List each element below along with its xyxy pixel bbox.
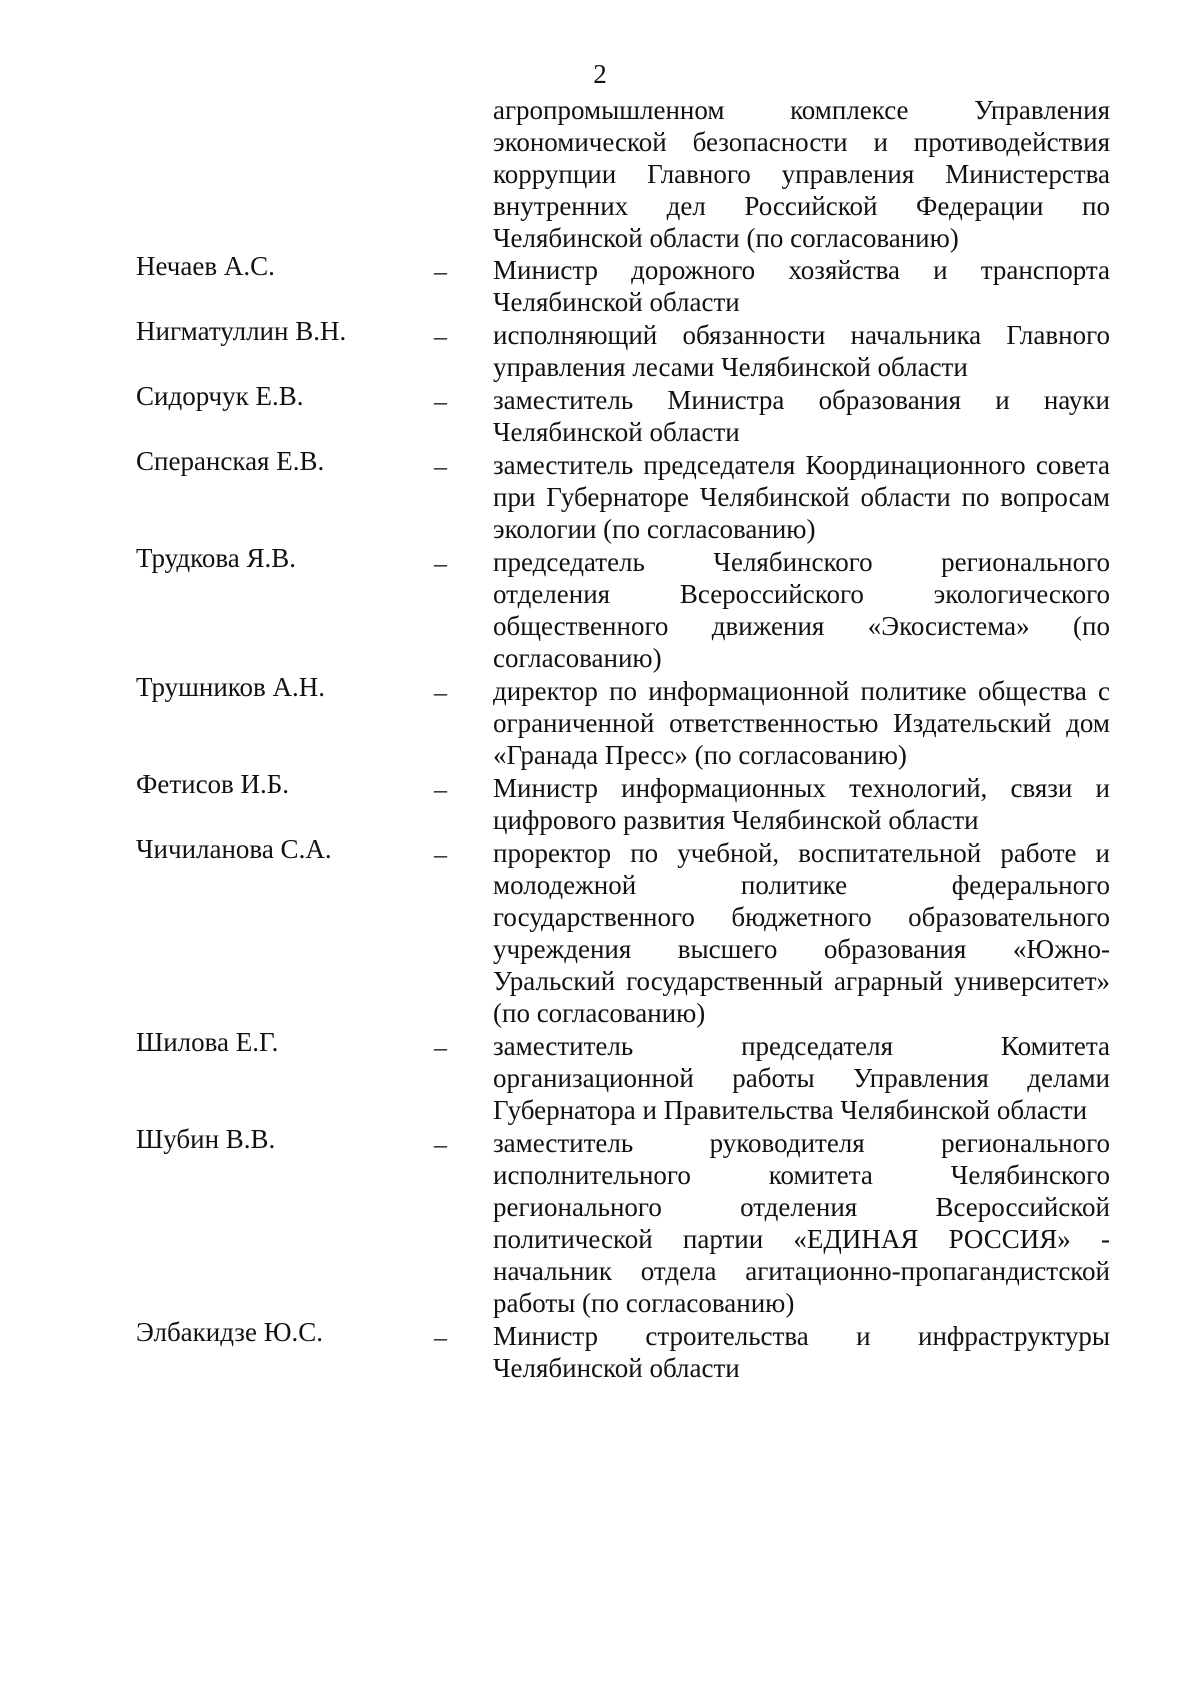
dash-separator: – xyxy=(434,775,447,804)
member-entry xyxy=(0,1027,1200,1126)
member-name: Чичиланова С.А. xyxy=(136,834,332,864)
member-position: заместитель председателя Комитета организационной работы Управления делами Губернатора и Правительства Челябинской области xyxy=(493,1031,1110,1125)
member-position: директор по информационной политике общества с ограниченной ответственностью Издательский дом «Гранада Пресс» (по согласованию) xyxy=(493,676,1110,770)
member-name: Трушников А.Н. xyxy=(136,672,326,702)
previous-entry-continuation: агропромышленном комплексе Управления экономической безопасности и противодействия коррупции Главного управления Министерства внутренних дел Российской Федерации по Челябинской области (по согласованию) xyxy=(493,95,1110,253)
member-position: исполняющий обязанности начальника Главного управления лесами Челябинской области xyxy=(493,320,1110,382)
member-entry xyxy=(0,543,1200,674)
member-name: Фетисов И.Б. xyxy=(136,769,290,799)
member-position: заместитель Министра образования и науки Челябинской области xyxy=(493,385,1110,447)
member-name: Шилова Е.Г. xyxy=(136,1027,279,1057)
member-entry xyxy=(0,381,1200,448)
member-name: Элбакидзе Ю.С. xyxy=(136,1317,323,1347)
dash-separator: – xyxy=(434,387,447,416)
dash-separator: – xyxy=(434,322,447,351)
member-name: Сперанская Е.В. xyxy=(136,446,325,476)
dash-separator: – xyxy=(434,452,447,481)
member-position: Министр строительства и инфраструктуры Челябинской области xyxy=(493,1321,1110,1383)
member-name: Шубин В.В. xyxy=(136,1124,276,1154)
member-name: Нечаев А.С. xyxy=(136,251,275,281)
dash-separator: – xyxy=(434,678,447,707)
dash-separator: – xyxy=(434,840,447,869)
member-position: Министр информационных технологий, связи и цифрового развития Челябинской области xyxy=(493,773,1110,835)
dash-separator: – xyxy=(434,1130,447,1159)
member-name: Трудкова Я.В. xyxy=(136,543,297,573)
dash-separator: – xyxy=(434,549,447,578)
member-entry xyxy=(0,446,1200,545)
member-entry xyxy=(0,834,1200,1029)
member-entry xyxy=(0,769,1200,836)
member-name: Сидорчук Е.В. xyxy=(136,381,304,411)
member-entry xyxy=(0,1317,1200,1384)
member-list xyxy=(0,251,1200,1385)
member-name: Нигматуллин В.Н. xyxy=(136,316,347,346)
member-entry xyxy=(0,316,1200,383)
dash-separator: – xyxy=(434,1033,447,1062)
member-entry xyxy=(0,1124,1200,1319)
dash-separator: – xyxy=(434,1323,447,1352)
page-number: 2 xyxy=(593,59,607,89)
member-entry xyxy=(0,251,1200,318)
member-position: заместитель председателя Координационного совета при Губернаторе Челябинской области по вопросам экологии (по согласованию) xyxy=(493,450,1110,544)
member-position: Министр дорожного хозяйства и транспорта Челябинской области xyxy=(493,255,1110,317)
member-entry xyxy=(0,672,1200,771)
dash-separator: – xyxy=(434,257,447,286)
member-position: заместитель руководителя регионального исполнительного комитета Челябинского регионального отделения Всероссийской политической партии «ЕДИНАЯ РОССИЯ» - начальник отдела агитационно-пропагандистской работы (по согласованию) xyxy=(493,1128,1110,1318)
member-position: проректор по учебной, воспитательной работе и молодежной политике федерального государственного бюджетного образовательного учреждения высшего образования «Южно-Уральский государственный аграрный университет» (по согласованию) xyxy=(493,838,1110,1028)
member-position: председатель Челябинского регионального отделения Всероссийского экологического общественного движения «Экосистема» (по согласованию) xyxy=(493,547,1110,673)
